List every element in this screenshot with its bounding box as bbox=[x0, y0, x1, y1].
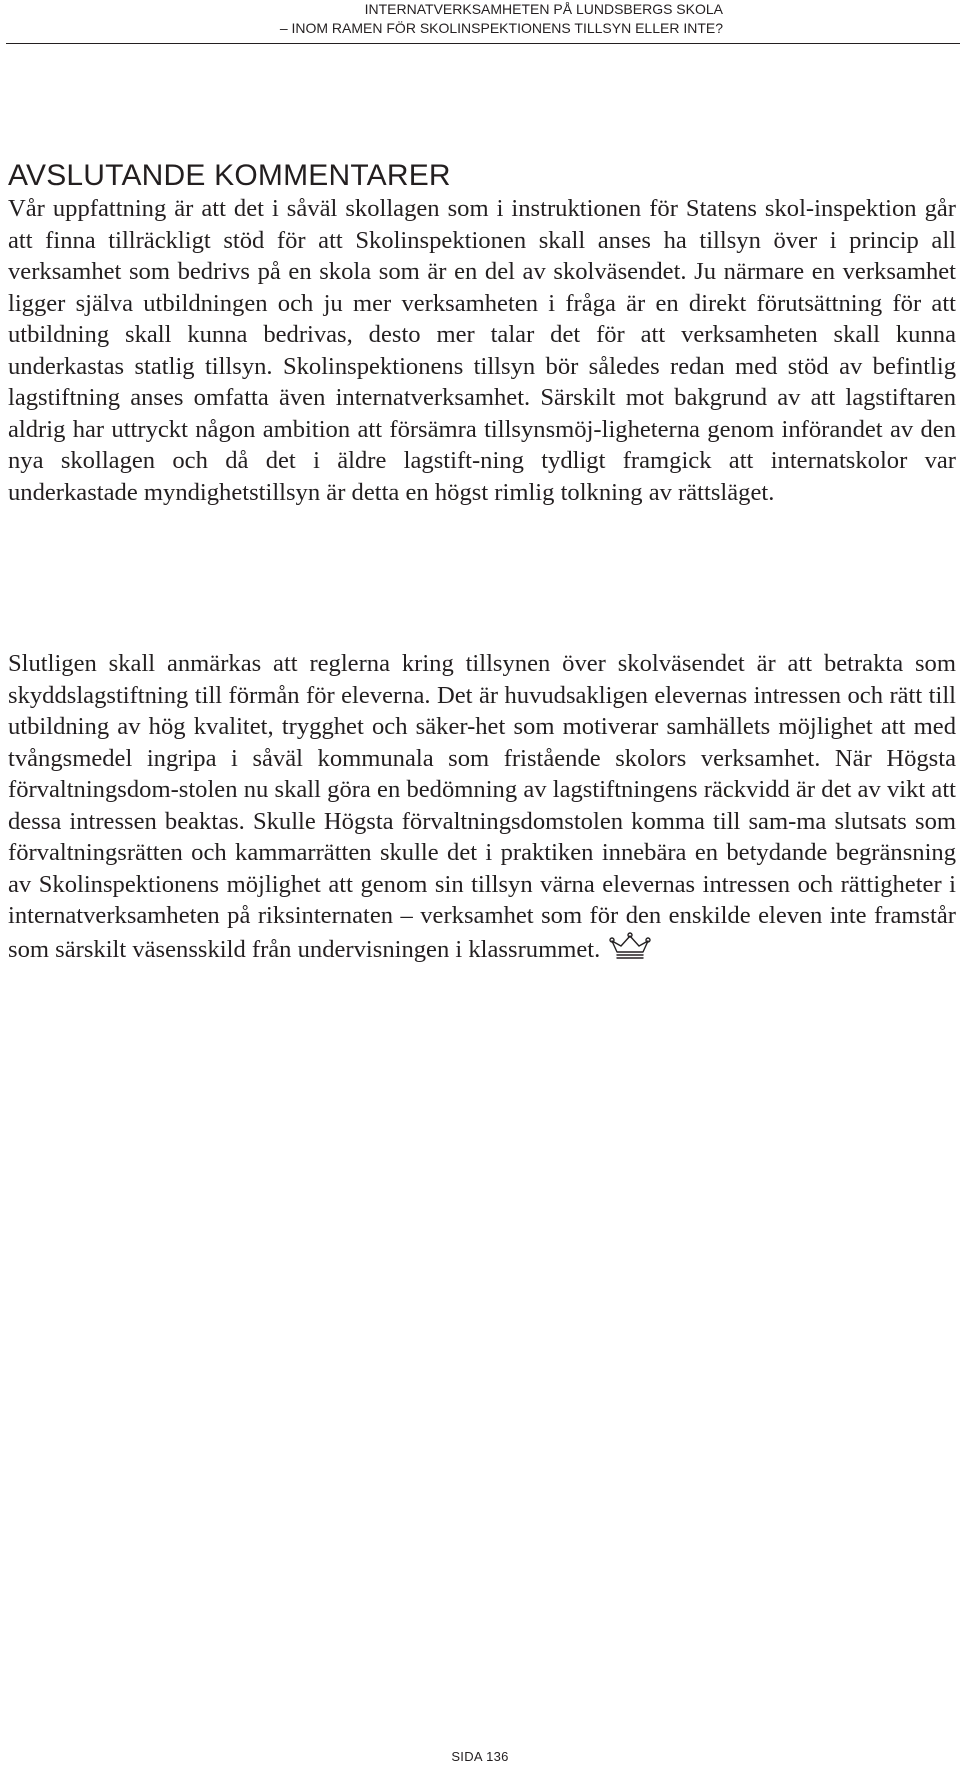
section-title: AVSLUTANDE KOMMENTARER bbox=[8, 159, 451, 192]
running-header-line-1: INTERNATVERKSAMHETEN PÅ LUNDSBERGS SKOLA bbox=[364, 1, 723, 17]
page-number: SIDA 136 bbox=[451, 1749, 509, 1764]
body-paragraph-2 bbox=[8, 648, 956, 965]
running-header-line-2: – INOM RAMEN FÖR SKOLINSPEKTIONENS TILLSYN ELLER INTE? bbox=[279, 20, 723, 36]
body-paragraph-1: Vår uppfattning är att det i såväl skollagen som i instruktionen för Statens skol-inspektion går att finna tillräckligt stöd för att Skolinspektionen skall anses ha tillsyn över i princip all verksamhet som bedrivs på en skola som är en del av skolväsendet. Ju närmare en verksamhet ligger själva utbildningen och ju mer verksamheten i fråga är en direkt förutsättning för att utbildning skall kunna bedrivas, desto mer talar det för att verksamheten skall kunna underkastas statlig tillsyn. Skolinspektionens tillsyn bör således redan med stöd av befintlig lagstiftning anses omfatta även internatverksamhet. Särskilt mot bakgrund av att lagstiftaren aldrig har uttryckt någon ambition att försämra tillsynsmöj-ligheterna genom införandet av den nya skollagen och då det i äldre lagstift-ning tydligt framgick att internatskolor var underkastade myndighetstillsyn är detta en högst rimlig tolkning av rättsläget. bbox=[8, 195, 956, 506]
body-paragraph-2-text: Slutligen skall anmärkas att reglerna kring tillsynen över skolväsendet är att betrakta som skyddslagstiftning till förmån för eleverna. Det är huvudsakligen elevernas intressen och rätt till utbildning av hög kvalitet, trygghet och säker-het som motiverar samhällets möjlighet att med tvångsmedel ingripa i såväl kommunala som fristående skolors verksamhet. När Högsta förvaltningsdom-stolen nu skall göra en bedömning av lagstiftningens räckvidd är det av vikt att dessa intressen beaktas. Skulle Högsta förvaltningsdomstolen komma till sam-ma slutsats som förvaltningsrätten och kammarrätten skulle det i praktiken innebära en betydande begränsning av Skolinspektionens möjlighet att genom sin tillsyn värna elevernas intressen och rättigheter i internatverksamheten på riksinternaten – verksamhet som för den enskilde eleven inte framstår som särskilt väsensskild från undervisningen i klassrummet. bbox=[8, 650, 956, 963]
header-divider bbox=[6, 43, 960, 44]
crown-icon bbox=[608, 932, 652, 960]
running-header bbox=[123, 0, 723, 38]
